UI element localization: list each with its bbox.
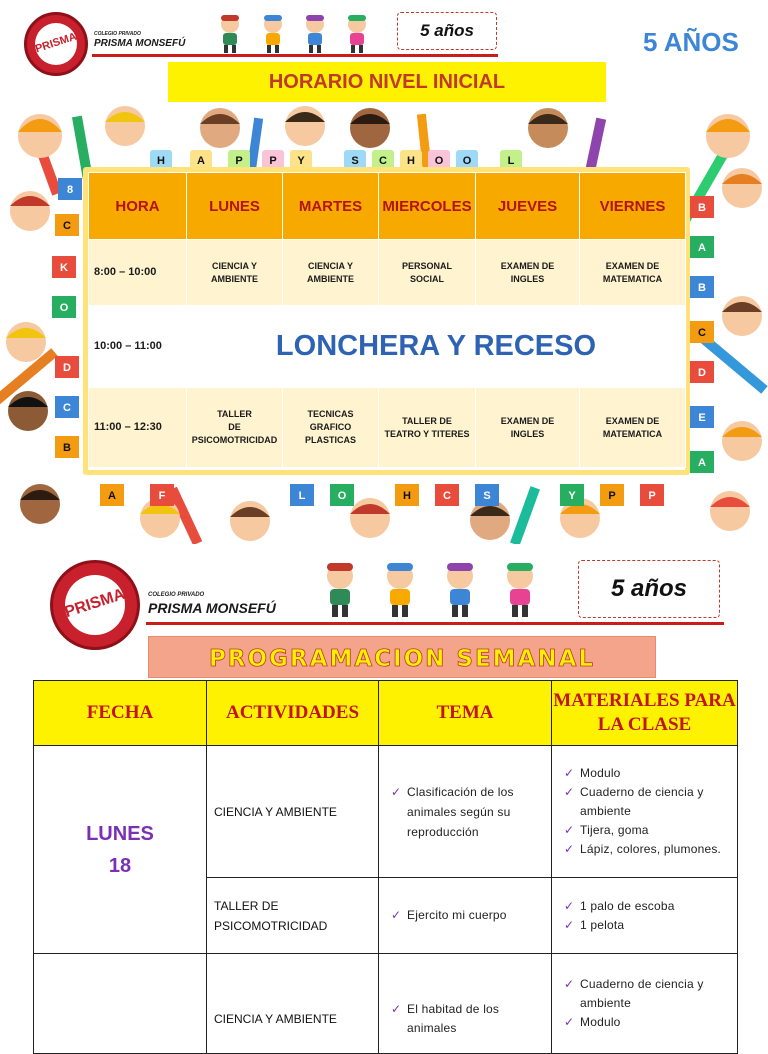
- tema-cell: [379, 878, 552, 954]
- svg-text:8: 8: [66, 184, 74, 196]
- banner-block: C: [372, 150, 394, 172]
- logo-text: PRISMA: [62, 585, 128, 622]
- tema-item: ✓ El habitad de los animales: [391, 1000, 547, 1038]
- materials-cell: [552, 746, 738, 878]
- day-name: LUNES: [86, 822, 154, 845]
- time-cell: 11:00 – 12:30: [89, 388, 187, 468]
- class-cell: CIENCIA Y AMBIENTE: [283, 240, 379, 306]
- svg-text:A: A: [698, 242, 706, 254]
- age-badge: 5 años: [397, 12, 497, 50]
- school-small-label: COLEGIO PRIVADO: [148, 592, 205, 598]
- svg-text:C: C: [63, 220, 71, 232]
- header-hora: HORA: [89, 173, 187, 240]
- header-actividades: ACTIVIDADES: [207, 681, 379, 746]
- weekly-row: [34, 954, 738, 1054]
- header-viernes: VIERNES: [580, 173, 686, 240]
- material-item: ✓ 1 palo de escoba: [564, 897, 733, 916]
- header-materiales: MATERIALES PARA LA CLASE: [552, 681, 738, 746]
- class-cell: TALLER DE PSICOMOTRICIDAD: [187, 388, 283, 468]
- materials-cell: [552, 878, 738, 954]
- banner-block: A: [190, 150, 212, 172]
- children-illustration: [205, 12, 385, 54]
- header-fecha: FECHA: [34, 681, 207, 746]
- svg-text:H: H: [403, 490, 411, 502]
- header-lunes: LUNES: [187, 173, 283, 240]
- header-jueves: JUEVES: [476, 173, 580, 240]
- activity-cell: TALLER DE PSICOMOTRICIDAD: [207, 878, 379, 954]
- school-small-label: COLEGIO PRIVADO: [94, 31, 141, 37]
- banner-block: O: [456, 150, 478, 172]
- banner-block: H: [150, 150, 172, 172]
- class-cell: CIENCIA Y AMBIENTE: [187, 240, 283, 306]
- banner-block: S: [344, 150, 366, 172]
- class-cell: TECNICAS GRAFICO PLASTICAS: [283, 388, 379, 468]
- class-cell: TALLER DE TEATRO Y TITERES: [379, 388, 476, 468]
- material-item: ✓ 1 pelota: [564, 916, 733, 935]
- svg-text:L: L: [298, 490, 306, 502]
- lunch-break-cell: LONCHERA Y RECESO: [187, 306, 686, 388]
- material-item: ✓ Modulo: [564, 1013, 733, 1032]
- logo-text: PRISMA: [33, 30, 79, 56]
- school-name: PRISMA MONSEFÚ: [94, 38, 186, 49]
- age-badge: 5 años: [578, 560, 720, 618]
- svg-text:B: B: [698, 202, 706, 214]
- school-logo-2: [50, 560, 140, 650]
- banner-block: P: [228, 150, 250, 172]
- time-cell: 8:00 – 10:00: [89, 240, 187, 306]
- material-item: ✓ Cuaderno de ciencia y ambiente: [564, 975, 733, 1013]
- material-item: ✓ Cuaderno de ciencia y ambiente: [564, 783, 733, 821]
- banner-block: H: [400, 150, 422, 172]
- class-cell: EXAMEN DE INGLES: [476, 388, 580, 468]
- school-logo: [24, 12, 88, 76]
- svg-text:Y: Y: [568, 490, 576, 502]
- banner-block: O: [428, 150, 450, 172]
- section-divider: [146, 622, 724, 625]
- weekly-header-row: [34, 681, 738, 746]
- svg-text:O: O: [337, 490, 347, 502]
- weekly-row: [34, 746, 738, 878]
- svg-text:P: P: [648, 490, 656, 502]
- material-item: ✓ Tijera, goma: [564, 821, 733, 840]
- svg-text:A: A: [108, 490, 116, 502]
- header-miercoles: MIERCOLES: [379, 173, 476, 240]
- svg-text:O: O: [59, 302, 69, 314]
- svg-text:D: D: [63, 362, 71, 374]
- tema-cell: [379, 746, 552, 878]
- svg-text:S: S: [483, 490, 491, 502]
- materials-cell: [552, 954, 738, 1054]
- schedule-row: [89, 388, 686, 468]
- weekly-program-title: PROGRAMACION SEMANAL: [148, 636, 656, 678]
- header-martes: MARTES: [283, 173, 379, 240]
- schedule-row: [89, 306, 686, 388]
- class-cell: EXAMEN DE MATEMATICA: [580, 388, 686, 468]
- header-divider: [92, 54, 498, 57]
- weekly-program-table: [33, 680, 738, 1054]
- material-item: ✓ Lápiz, colores, plumones.: [564, 840, 733, 859]
- class-cell: EXAMEN DE INGLES: [476, 240, 580, 306]
- material-item: ✓ Modulo: [564, 764, 733, 783]
- svg-text:E: E: [698, 412, 706, 424]
- schedule-table: [88, 172, 686, 468]
- class-cell: EXAMEN DE MATEMATICA: [580, 240, 686, 306]
- day-cell: [34, 954, 207, 1054]
- schedule-row: [89, 240, 686, 306]
- tema-item: ✓ Ejercito mi cuerpo: [391, 906, 547, 925]
- banner-block: Y: [290, 150, 312, 172]
- school-name: PRISMA MONSEFÚ: [148, 600, 276, 616]
- class-cell: PERSONAL SOCIAL: [379, 240, 476, 306]
- svg-text:K: K: [60, 262, 68, 274]
- activity-cell: CIENCIA Y AMBIENTE: [207, 954, 379, 1054]
- page-title: HORARIO NIVEL INICIAL: [168, 62, 606, 102]
- banner-block: L: [500, 150, 522, 172]
- age-heading: 5 AÑOS: [643, 27, 739, 57]
- time-cell: 10:00 – 11:00: [89, 306, 187, 388]
- banner-block: P: [262, 150, 284, 172]
- children-illustration: [305, 560, 555, 618]
- svg-text:A: A: [698, 457, 706, 469]
- svg-text:C: C: [698, 327, 706, 339]
- svg-text:F: F: [158, 490, 166, 502]
- svg-text:P: P: [608, 490, 616, 502]
- svg-text:D: D: [698, 367, 706, 379]
- tema-item: ✓ Clasificación de los animales según su reproducción: [391, 782, 547, 842]
- day-cell: [34, 746, 207, 954]
- header-tema: TEMA: [379, 681, 552, 746]
- svg-text:C: C: [443, 490, 451, 502]
- tema-cell: [379, 954, 552, 1054]
- svg-text:B: B: [698, 282, 706, 294]
- day-number: 18: [108, 854, 132, 877]
- svg-text:C: C: [63, 402, 71, 414]
- svg-text:B: B: [63, 442, 71, 454]
- schedule-header-row: [89, 173, 686, 240]
- activity-cell: CIENCIA Y AMBIENTE: [207, 746, 379, 878]
